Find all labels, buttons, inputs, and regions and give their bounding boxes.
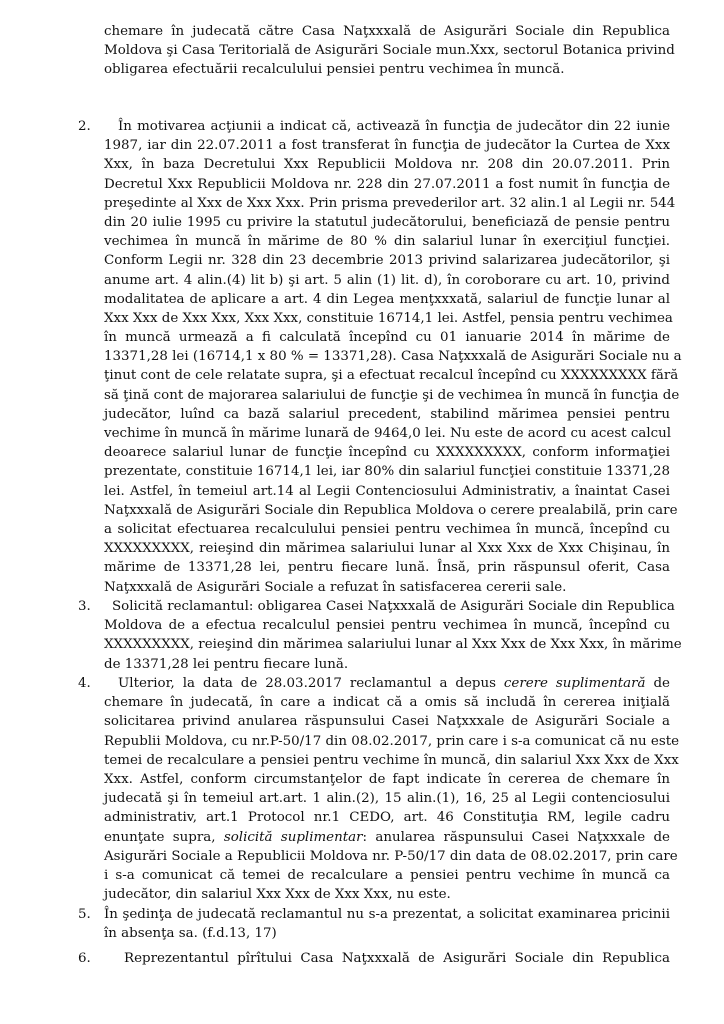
text-line: Moldova şi Casa Teritorială de Asigurări Sociale mun.Xxx, sectorul Botanica privind xyxy=(104,43,675,59)
text-line: ţinut cont de cele relatate supra, şi a efectuat recalcul începînd cu XXXXXXXXX fără xyxy=(104,368,679,384)
text-line: modalitatea de aplicare a art. 4 din Legea menţxxxată, salariul de funcţie lunar al xyxy=(104,291,670,307)
text-line: 13371,28 lei (16714,1 x 80 % = 13371,28). Casa Naţxxxală de Asigurări Sociale nu a xyxy=(104,349,682,365)
text-line: Decretul Xxx Republicii Moldova nr. 228 din 27.07.2011 a fost numit în funcţia de xyxy=(104,176,670,192)
text-line: în absenţa sa. (f.d.13, 17) xyxy=(104,926,277,942)
text-line: chemare în judecată către Casa Naţxxxală de Asigurări Sociale din Republica xyxy=(104,24,670,39)
text-line: i s-a comunicat că temei de recalculare a pensiei pentru vechime în muncă ca xyxy=(104,867,670,883)
text-line: chemare în judecată, în care a indicat că a omis să includă în cererea iniţială xyxy=(104,695,670,711)
paragraph-4 xyxy=(104,674,680,904)
text-line: Moldova de a efectua recalculul pensiei pentru vechimea în muncă, începînd cu xyxy=(104,618,670,634)
text-line: lei. Astfel, în temeiul art.14 al Legii Contenciosului Administrativ, a înaintat Casei xyxy=(104,483,670,499)
text-line: preşedinte al Xxx de Xxx Xxx. Prin prisma prevederilor art. 32 alin.1 al Legii nr. 544 xyxy=(104,195,676,211)
text-line: Republii Moldova, cu nr.P-50/17 din 08.02.2017, prin care i s-a comunicat că nu este xyxy=(104,733,680,749)
paragraph-1-continuation xyxy=(104,22,675,80)
text-line: Reprezentantul pîrîtului Casa Naţxxxală de Asigurări Sociale din Republica xyxy=(124,951,670,966)
paragraph-number: 6. xyxy=(78,951,91,966)
text-line: mărime de 13371,28 lei, pentru fiecare lună. Însă, prin răspunsul oferit, Casa xyxy=(104,560,670,576)
text-line: enunţate supra, solicită suplimentar: anularea răspunsului Casei Naţxxxale de xyxy=(104,829,670,845)
text-line: Naţxxxală de Asigurări Sociale a refuzat în satisfacerea cererii sale. xyxy=(104,579,567,595)
text-line: Naţxxxală de Asigurări Sociale din Republica Moldova o cerere prealabilă, prin care xyxy=(104,502,678,518)
text-line: prezentate, constituie 16714,1 lei, iar 80% din salariul funcţiei constituie 13371,28 xyxy=(104,464,671,480)
text-line: temei de recalculare a pensiei pentru vechime în muncă, din salariul Xxx Xxx de Xxx xyxy=(104,752,679,768)
text-line: Xxx Xxx de Xxx Xxx, Xxx Xxx, constituie 16714,1 lei. Astfel, pensia pentru vechimea xyxy=(104,310,673,326)
text-line: vechime în muncă în mărime lunară de 9464,0 lei. Nu este de acord cu acest calcul xyxy=(104,426,672,441)
text-line: a solicitat efectuarea recalculului pensiei pentru vechimea în muncă, începînd cu xyxy=(104,521,670,537)
text-line: Xxx, în baza Decretului Xxx Republicii Moldova nr. 208 din 20.07.2011. Prin xyxy=(104,157,670,173)
text-line: În motivarea acţiunii a indicat că, activează în funcţia de judecător din 22 iunie xyxy=(118,119,670,134)
text-line: deoarece salariul lunar de funcţie începînd cu XXXXXXXXX, conform informaţiei xyxy=(104,445,670,461)
text-line: obligarea efectuării recalculului pensiei pentru vechimea în muncă. xyxy=(104,62,565,78)
paragraph-6 xyxy=(104,949,670,968)
paragraph-number: 3. xyxy=(78,599,91,614)
text-line: În şedinţa de judecată reclamantul nu s-a prezentat, a solicitat examinarea pricinii xyxy=(104,907,670,922)
text-line: să ţină cont de majorarea salariului de funcţie şi de vechimea în muncă în funcţia de xyxy=(104,387,680,403)
text-line: solicitarea privind anularea răspunsului Casei Naţxxxale de Asigurări Sociale a xyxy=(104,714,670,730)
text-line: Solicită reclamantul: obligarea Casei Naţxxxală de Asigurări Sociale din Republica xyxy=(112,599,675,614)
text-line: vechimea în muncă în mărime de 80 % din salariul lunar în exerciţiul funcţiei. xyxy=(104,234,670,250)
text-line: 1987, iar din 22.07.2011 a fost transferat în funcţia de judecător la Curtea de Xxx xyxy=(104,138,670,154)
text-line: din 20 iulie 1995 cu privire la statutul judecătorului, beneficiază de pensie pentru xyxy=(104,214,670,230)
text-line: de 13371,28 lei pentru fiecare lună. xyxy=(104,656,349,672)
paragraph-number: 4. xyxy=(78,676,91,691)
paragraph-number: 2. xyxy=(78,119,91,134)
text-line: Asigurări Sociale a Republicii Moldova nr. P-50/17 din data de 08.02.2017, prin care xyxy=(104,848,678,864)
paragraph-2 xyxy=(104,117,682,597)
text-line: administrativ, art.1 Protocol nr.1 CEDO, art. 46 Constituţia RM, legile cadru xyxy=(104,810,670,826)
text-line: judecător, din salariul Xxx Xxx de Xxx Xxx, nu este. xyxy=(104,887,451,903)
text-line: Xxx. Astfel, conform circumstanţelor de fapt indicate în cererea de chemare în xyxy=(104,771,670,787)
paragraph-3 xyxy=(104,597,682,674)
text-line: Ulterior, la data de 28.03.2017 reclamantul a depus cerere suplimentară de xyxy=(118,676,670,691)
text-line: judecată şi în temeiul art.art. 1 alin.(2), 15 alin.(1), 16, 25 al Legii contenciosului xyxy=(104,791,670,807)
text-line: Conform Legii nr. 328 din 23 decembrie 2013 privind salarizarea judecătorilor, şi xyxy=(104,253,670,269)
text-line: anume art. 4 alin.(4) lit b) şi art. 5 alin (1) lit. d), în coroborare cu art. 10, privind xyxy=(104,272,670,288)
text-line: judecător, luînd ca bază salariul precedent, stabilind mărimea pensiei pentru xyxy=(104,406,670,422)
paragraph-number: 5. xyxy=(78,907,91,922)
text-line: în muncă urmează a fi calculată începînd cu 01 ianuarie 2014 în mărime de xyxy=(104,330,670,346)
text-line: XXXXXXXXX, reieşind din mărimea salariului lunar al Xxx Xxx de Xxx Xxx, în mărime xyxy=(104,637,682,653)
paragraph-5 xyxy=(104,905,670,943)
text-line: XXXXXXXXX, reieşind din mărimea salariului lunar al Xxx Xxx de Xxx Chişinau, în xyxy=(104,541,670,557)
